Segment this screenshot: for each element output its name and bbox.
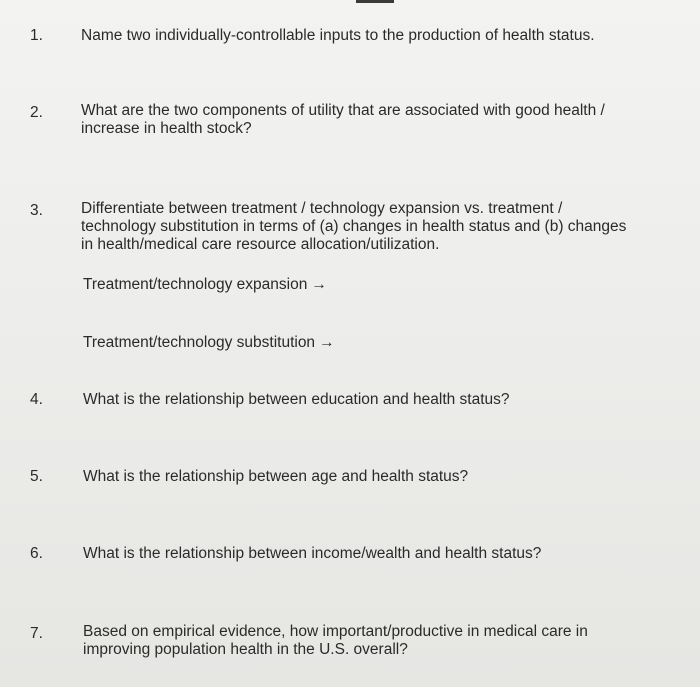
question-number: 1. [30, 27, 43, 44]
question-line: Based on empirical evidence, how important/productive in medical care in [83, 623, 588, 640]
question-number: 4. [30, 391, 43, 408]
question-text [81, 102, 681, 138]
question-line: technology substitution in terms of (a) changes in health status and (b) changes [81, 218, 627, 235]
question-number: 2. [30, 104, 43, 121]
top-edge-mark [356, 0, 394, 3]
right-arrow-icon: → [319, 334, 335, 351]
question-text [83, 623, 683, 659]
question-text [81, 200, 681, 254]
sub-item-label: Treatment/technology expansion [83, 276, 308, 293]
question-text: What is the relationship between income/wealth and health status? [83, 545, 542, 562]
question-number: 7. [30, 625, 43, 642]
question-text: What is the relationship between age and health status? [83, 468, 469, 485]
question-number: 3. [30, 202, 43, 219]
question-text: What is the relationship between education and health status? [83, 391, 510, 408]
sub-item-label: Treatment/technology substitution [83, 334, 316, 351]
sub-item-substitution [83, 334, 335, 352]
question-line: What are the two components of utility that are associated with good health / [81, 102, 605, 119]
question-line: Differentiate between treatment / technology expansion vs. treatment / [81, 200, 563, 217]
question-line: improving population health in the U.S. overall? [83, 641, 408, 658]
question-number: 6. [30, 545, 43, 562]
question-text: Name two individually-controllable inputs to the production of health status. [81, 27, 595, 44]
question-number: 5. [30, 468, 43, 485]
right-arrow-icon: → [311, 276, 327, 293]
question-line: in health/medical care resource allocation/utilization. [81, 236, 440, 253]
sub-item-expansion [83, 276, 327, 294]
question-line: increase in health stock? [81, 120, 252, 137]
